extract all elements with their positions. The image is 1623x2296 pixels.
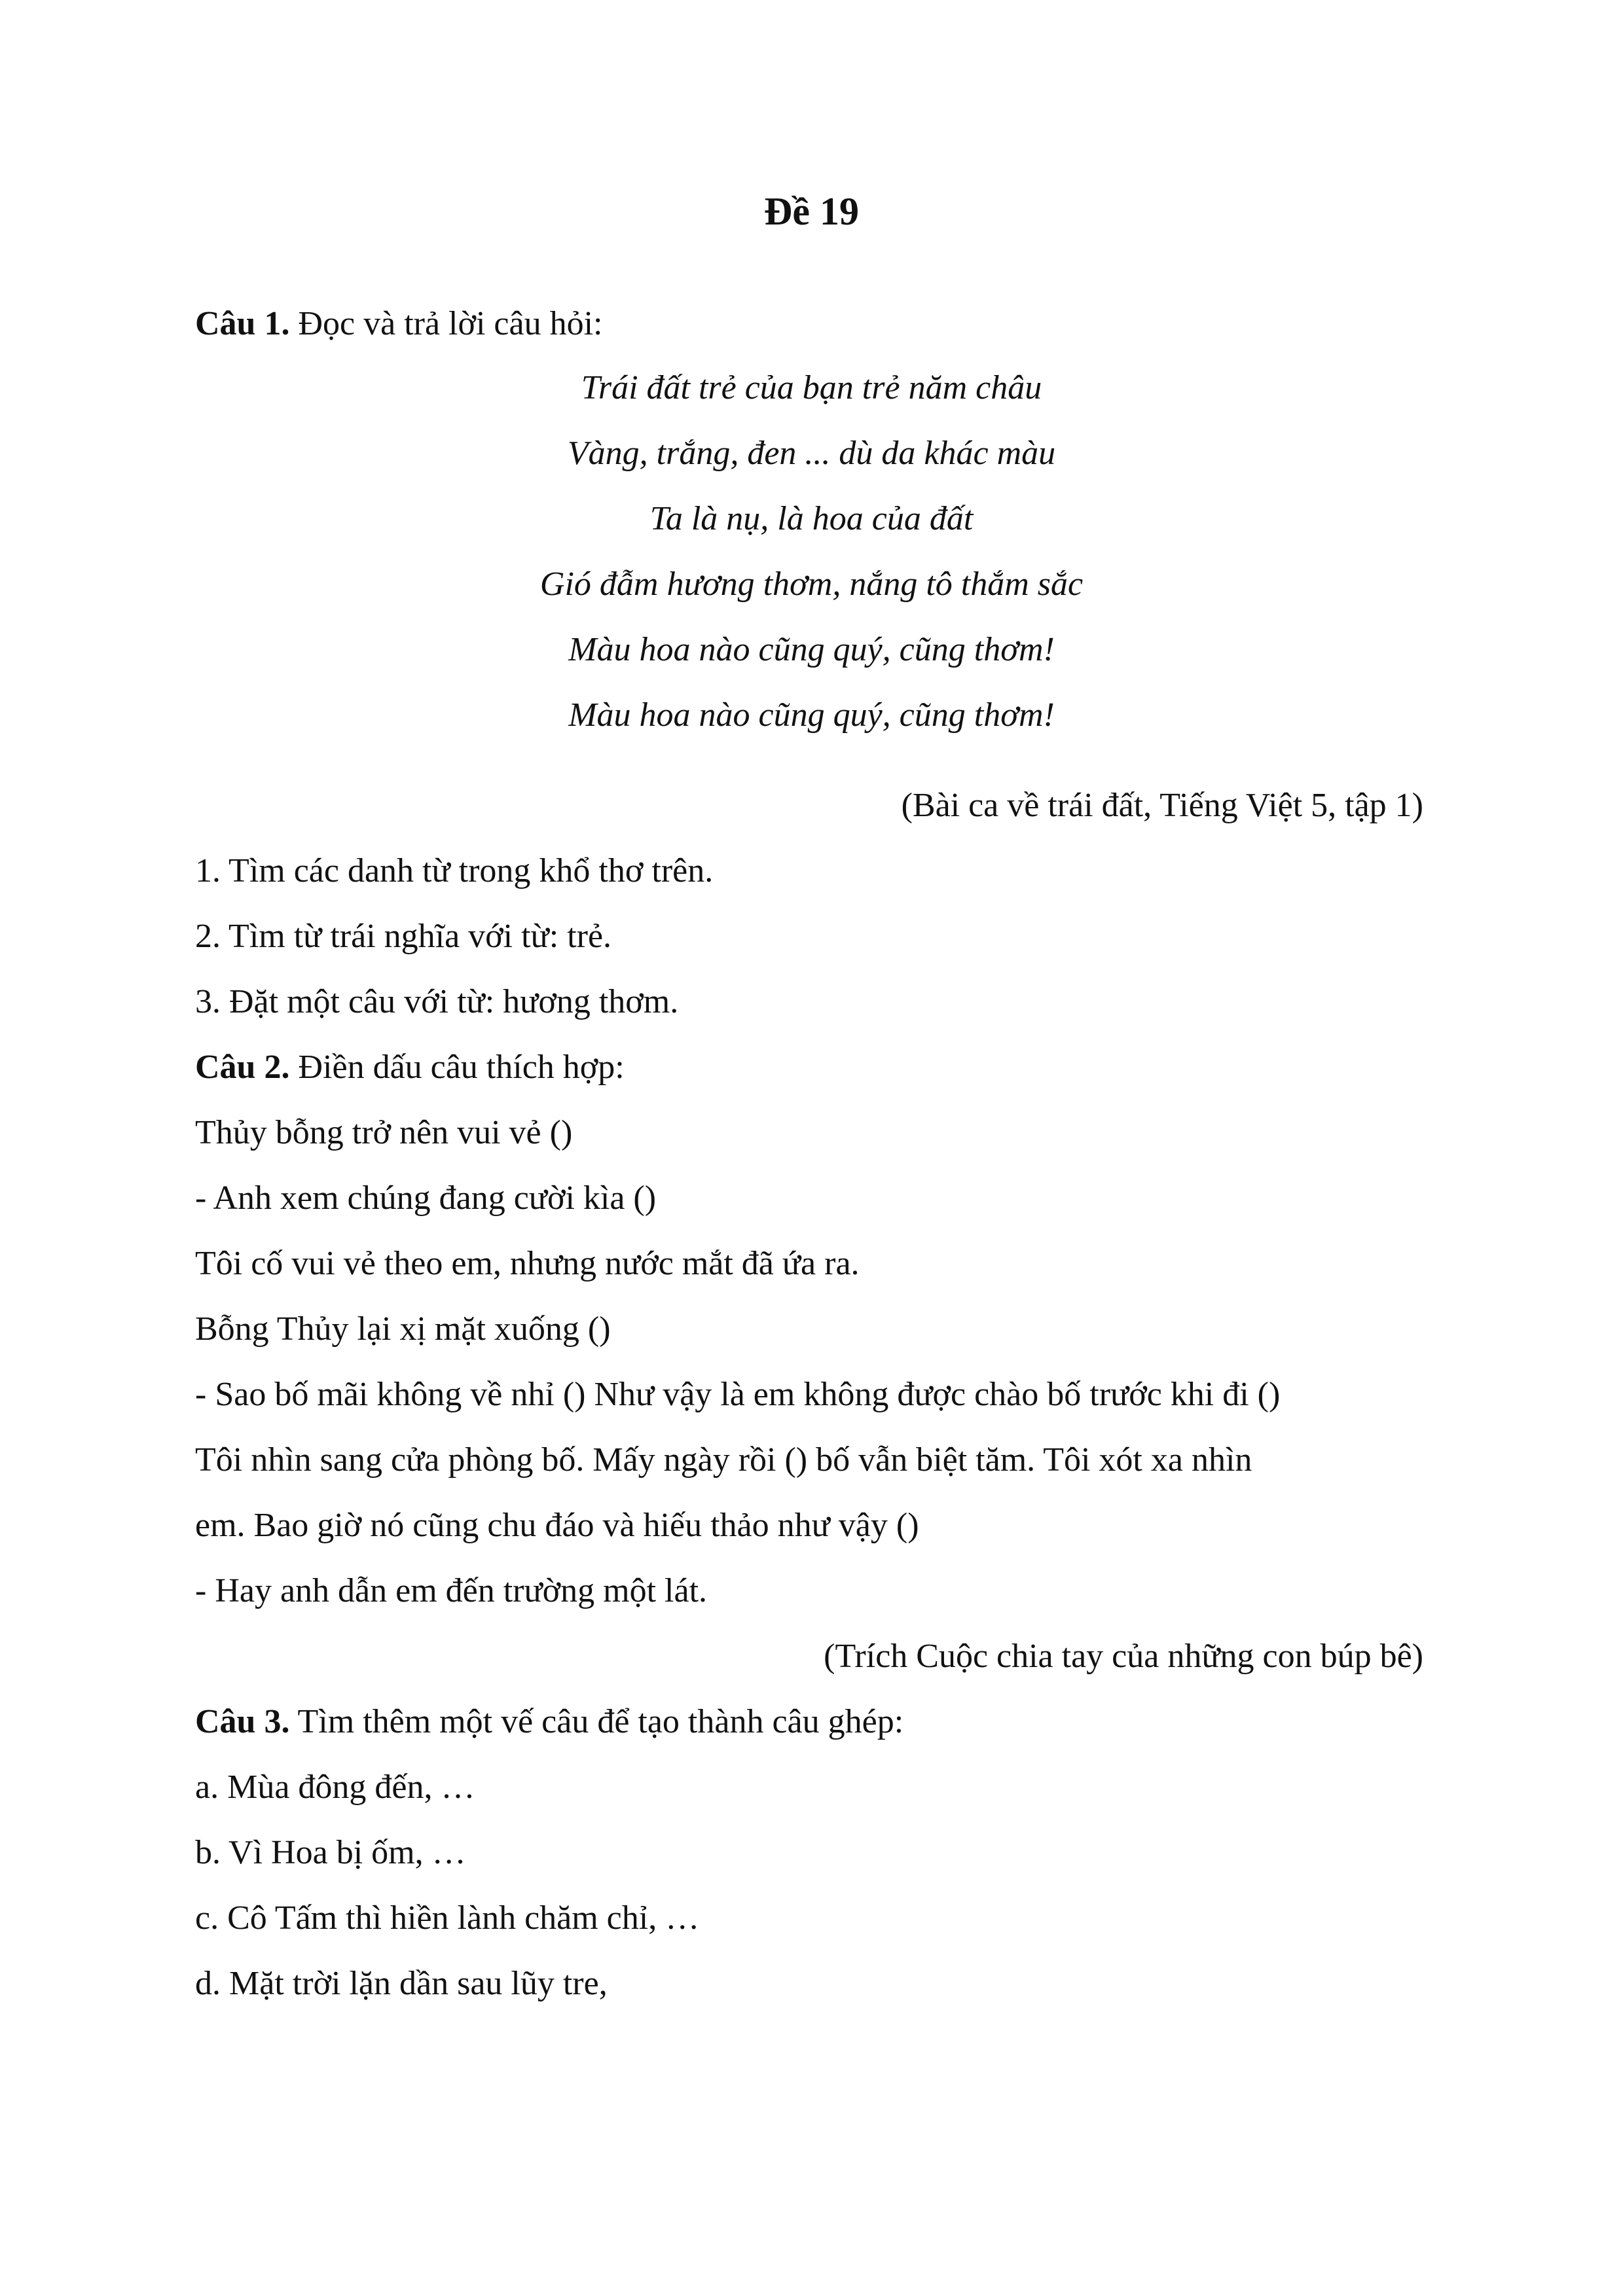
task-item: 2. Tìm từ trái nghĩa với từ: trẻ. (195, 918, 612, 955)
passage-line: - Anh xem chúng đang cười kìa () (195, 1179, 657, 1217)
task-item: 3. Đặt một câu với từ: hương thơm. (195, 983, 679, 1020)
question-2-heading (195, 1047, 625, 1088)
question-1-label: Câu 1. (195, 305, 290, 342)
answer-item: a. Mùa đông đến, … (195, 1768, 475, 1806)
passage-source: (Trích Cuộc chia tay của những con búp bê) (824, 1638, 1423, 1675)
poem-source: (Bài ca về trái đất, Tiếng Việt 5, tập 1) (901, 787, 1423, 824)
task-item: 1. Tìm các danh từ trong khổ thơ trên. (195, 852, 714, 889)
passage-line: Bỗng Thủy lại xị mặt xuống () (195, 1310, 611, 1348)
passage-line: Thủy bỗng trở nên vui vẻ () (195, 1114, 573, 1151)
passage-line: Tôi nhìn sang cửa phòng bố. Mấy ngày rồi () bố vẫn biệt tăm. Tôi xót xa nhìn (195, 1441, 1252, 1479)
answer-item: d. Mặt trời lặn dần sau lũy tre, (195, 1965, 608, 2002)
poem-line: Vàng, trắng, đen ... dù da khác màu (567, 435, 1056, 472)
question-3-heading (195, 1702, 903, 1742)
question-2-label: Câu 2. (195, 1049, 290, 1086)
passage-line: em. Bao giờ nó cũng chu đáo và hiếu thảo như vậy () (195, 1507, 919, 1544)
page-title: Đề 19 (764, 190, 859, 233)
poem-line: Màu hoa nào cũng quý, cũng thơm! (568, 696, 1055, 734)
question-2-prompt: Điền dấu câu thích hợp: (289, 1049, 625, 1086)
poem-line: Trái đất trẻ của bạn trẻ năm châu (581, 369, 1042, 406)
question-3-prompt: Tìm thêm một vế câu để tạo thành câu ghép: (289, 1703, 904, 1740)
poem-line: Ta là nụ, là hoa của đất (649, 500, 974, 537)
question-3-label: Câu 3. (195, 1703, 290, 1740)
passage-line: - Sao bố mãi không về nhỉ () Như vậy là em không được chào bố trước khi đi () (195, 1376, 1281, 1413)
question-1-heading (195, 304, 603, 344)
poem-line: Màu hoa nào cũng quý, cũng thơm! (568, 631, 1055, 668)
question-1-prompt: Đọc và trả lời câu hỏi: (289, 305, 603, 342)
passage-line: Tôi cố vui vẻ theo em, nhưng nước mắt đã ứa ra. (195, 1245, 860, 1282)
answer-item: b. Vì Hoa bị ốm, … (195, 1834, 466, 1871)
answer-item: c. Cô Tấm thì hiền lành chăm chỉ, … (195, 1899, 700, 1937)
poem-line: Gió đẫm hương thơm, nắng tô thắm sắc (539, 565, 1084, 603)
passage-line: - Hay anh dẫn em đến trường một lát. (195, 1572, 708, 1609)
